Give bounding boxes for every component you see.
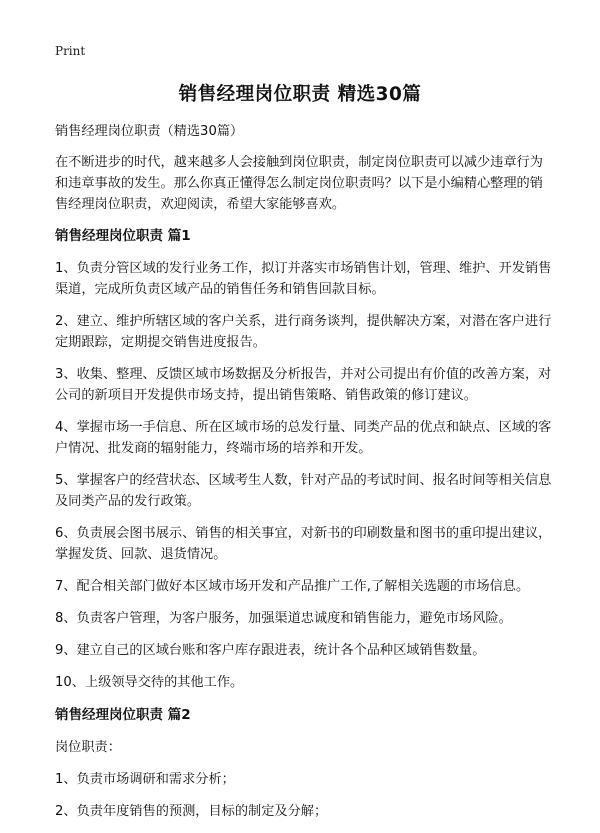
print-link[interactable]: Print: [55, 44, 86, 58]
list-item: 3、收集、整理、反馈区域市场数据及分析报告，并对公司提出有价值的改善方案，对公司的新项目开发提供市场支持，提出销售策略、销售政策的修订建议。: [55, 367, 552, 403]
list-item: 5、掌握客户的经营状态、区域考生人数，针对产品的考试时间、报名时间等相关信息及同类产品的发行政策。: [55, 473, 552, 509]
section-heading-1: 销售经理岗位职责 篇1: [55, 228, 191, 244]
list-item: 1、负责分管区域的发行业务工作，拟订并落实市场销售计划，管理、维护、开发销售渠道，完成所负责区域产品的销售任务和销售回款目标。: [55, 261, 552, 297]
list-item: 2、建立、维护所辖区域的客户关系，进行商务谈判，提供解决方案，对潜在客户进行定期跟踪，定期提交销售进度报告。: [55, 314, 552, 350]
list-item: 4、掌握市场一手信息、所在区域市场的总发行量、同类产品的优点和缺点、区域的客户情况、批发商的辐射能力，终端市场的培养和开发。: [55, 420, 552, 456]
list-item: 1、负责市场调研和需求分析；: [55, 772, 235, 787]
list-item: 8、负责客户管理，为客户服务，加强渠道忠诚度和销售能力，避免市场风险。: [55, 611, 512, 626]
intro-paragraph: 在不断进步的时代，越来越多人会接触到岗位职责，制定岗位职责可以减少违章行为和违章事故的发生。那么你真正懂得怎么制定岗位职责吗？以下是小编精心整理的销售经理岗位职责，欢迎阅读，希望大家能够喜欢。: [55, 155, 543, 212]
list-item: 10、上级领导交待的其他工作。: [55, 675, 244, 690]
page-title: 销售经理岗位职责 精选30篇: [178, 84, 422, 105]
article-body: [55, 121, 553, 833]
section-heading-2: 销售经理岗位职责 篇2: [55, 707, 191, 723]
article-subtitle: 销售经理岗位职责（精选30篇）: [55, 124, 244, 139]
list-item: 9、建立自己的区域台账和客户库存跟进表，统计各个品种区域销售数量。: [55, 643, 486, 658]
list-item: 2、负责年度销售的预测，目标的制定及分解；: [55, 804, 328, 819]
list-item: 6、负责展会图书展示、销售的相关事宜，对新书的印刷数量和图书的重印提出建议，掌握发货、回款、退货情况。: [55, 526, 552, 562]
list-item: 岗位职责：: [55, 740, 121, 755]
list-item: 7、配合相关部门做好本区域市场开发和产品推广工作,了解相关选题的市场信息。: [55, 579, 530, 594]
